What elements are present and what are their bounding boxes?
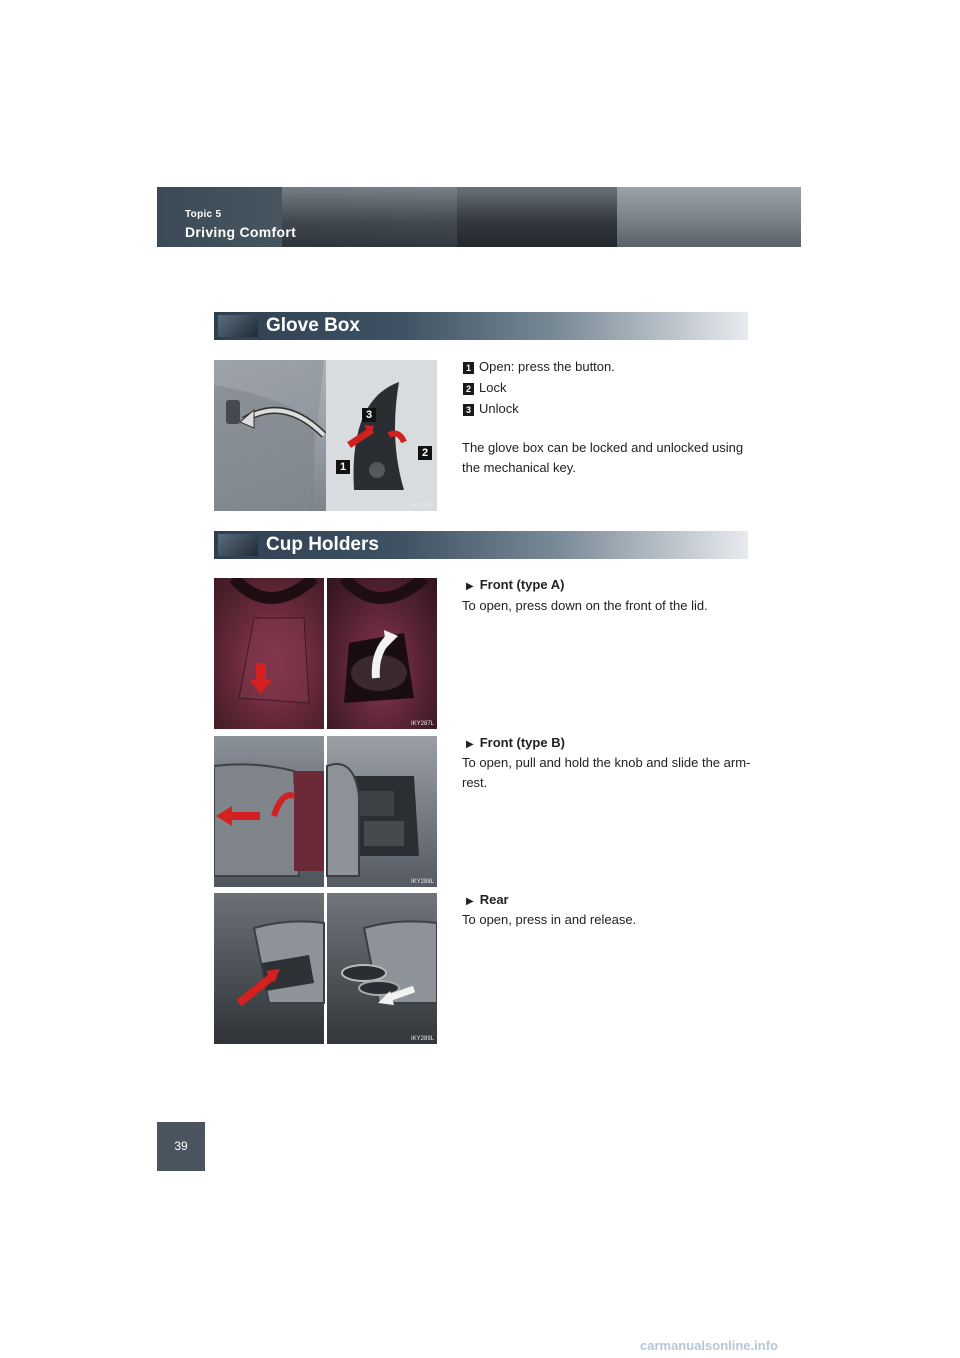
image-code: IKY288L — [410, 879, 434, 885]
callout-1: 1 — [336, 460, 350, 474]
triangle-bullet-icon: ▶ — [466, 896, 474, 907]
cup-holder-rear-title — [466, 892, 509, 907]
heading-thumbnail — [218, 315, 258, 337]
glove-box-svg — [214, 360, 437, 511]
cup-holder-front-b-text: To open, pull and hold the knob and slide the arm-rest. — [462, 755, 751, 790]
glove-box-step-1 — [463, 357, 615, 377]
image-code: IKY287L — [410, 721, 434, 727]
glove-box-heading: Glove Box — [266, 315, 360, 336]
cup-holder-front-a-text: To open, press down on the front of the lid. — [462, 598, 708, 613]
image-code: IKY105L — [410, 503, 434, 509]
step-number-1: 1 — [463, 362, 474, 374]
glove-box-button-shape — [226, 400, 240, 424]
page-number: 39 — [157, 1122, 205, 1171]
cup-holder-front-a-title — [466, 577, 564, 592]
cup-holder-rear-text: To open, press in and release. — [462, 912, 637, 927]
glove-box-heading-bar — [214, 312, 748, 340]
step-2-text: Lock — [479, 380, 507, 395]
glove-box-illustration — [214, 360, 437, 511]
topic-banner — [157, 187, 801, 247]
glove-box-step-3 — [463, 399, 519, 419]
front-b-title-text: Front (type B) — [479, 735, 565, 750]
cup-holder-front-a-photo — [214, 578, 437, 729]
step-3-text: Unlock — [479, 401, 519, 416]
banner-photo-cockpit — [457, 187, 617, 247]
triangle-bullet-icon: ▶ — [466, 581, 474, 592]
rear-title-text: Rear — [479, 892, 509, 907]
cup-holder-front-b-photo — [214, 736, 437, 887]
callout-2: 2 — [418, 446, 432, 460]
footer-watermark[interactable]: carmanualsonline.info — [640, 1338, 778, 1353]
step-number-3: 3 — [463, 404, 474, 416]
topic-number: Topic 5 — [185, 209, 222, 220]
cup-holder-rear-photo — [214, 893, 437, 1044]
banner-photo-car — [617, 187, 801, 247]
triangle-bullet-icon: ▶ — [466, 739, 474, 750]
step-1-text: Open: press the button. — [479, 359, 615, 374]
front-a-title-text: Front (type A) — [479, 577, 565, 592]
image-code: IKY289L — [410, 1036, 434, 1042]
cup-holder-front-b-title — [466, 735, 565, 750]
banner-photo-interior — [282, 187, 457, 247]
topic-title: Driving Comfort — [185, 224, 297, 240]
step-number-2: 2 — [463, 383, 474, 395]
glove-box-note: The glove box can be locked and unlocked using the mechanical key. — [462, 440, 744, 475]
callout-3: 3 — [362, 408, 376, 422]
cup-holders-heading: Cup Holders — [266, 534, 379, 555]
cup-holders-heading-bar — [214, 531, 748, 559]
heading-thumbnail — [218, 534, 258, 556]
glove-box-step-2 — [463, 378, 506, 398]
